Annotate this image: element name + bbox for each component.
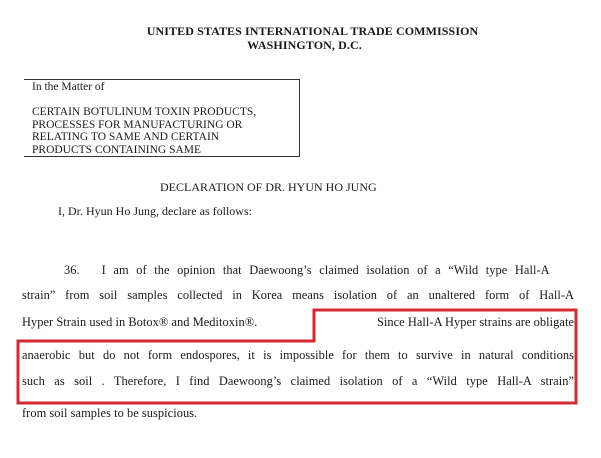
declaration-title: DECLARATION OF DR. HYUN HO JUNG (160, 180, 377, 194)
paragraph-line-2: strain” from soil samples collected in Korea means isolation of an unaltered form of Hall-A (22, 288, 574, 302)
declaration-intro: I, Dr. Hyun Ho Jung, declare as follows: (58, 204, 252, 218)
caption-line: RELATING TO SAME AND CERTAIN (32, 131, 220, 144)
caption-line: PROCESSES FOR MANUFACTURING OR (32, 118, 243, 131)
paragraph-line-3 (22, 315, 574, 330)
paragraph-line-1 (64, 263, 574, 278)
paragraph-number: 36. (64, 263, 80, 277)
matter-caption (32, 106, 256, 156)
matter-intro: In the Matter of (32, 81, 105, 93)
location-header: WASHINGTON, D.C. (247, 38, 362, 52)
highlighted-text: Since Hall-A Hyper strains are obligate (376, 315, 574, 329)
paragraph-line-5: such as soil . Therefore, I find Daewoong’s claimed isolation of a “Wild type Hall-A strain” (22, 374, 574, 388)
caption-line: CERTAIN BOTULINUM TOXIN PRODUCTS, (32, 106, 257, 118)
caption-line: PRODUCTS CONTAINING SAME (32, 143, 202, 156)
paragraph-line-4: anaerobic but do not form endospores, it is impossible for them to survive in natural conditions (22, 348, 574, 362)
commission-header: UNITED STATES INTERNATIONAL TRADE COMMISSION (146, 24, 479, 38)
paragraph-text: Hyper Strain used in Botox® and Meditoxin®. (22, 315, 258, 329)
paragraph-line-6: from soil samples to be suspicious. (22, 406, 198, 420)
paragraph-text: I am of the opinion that Daewoong’s claimed isolation of a “Wild type Hall-A (101, 263, 550, 277)
